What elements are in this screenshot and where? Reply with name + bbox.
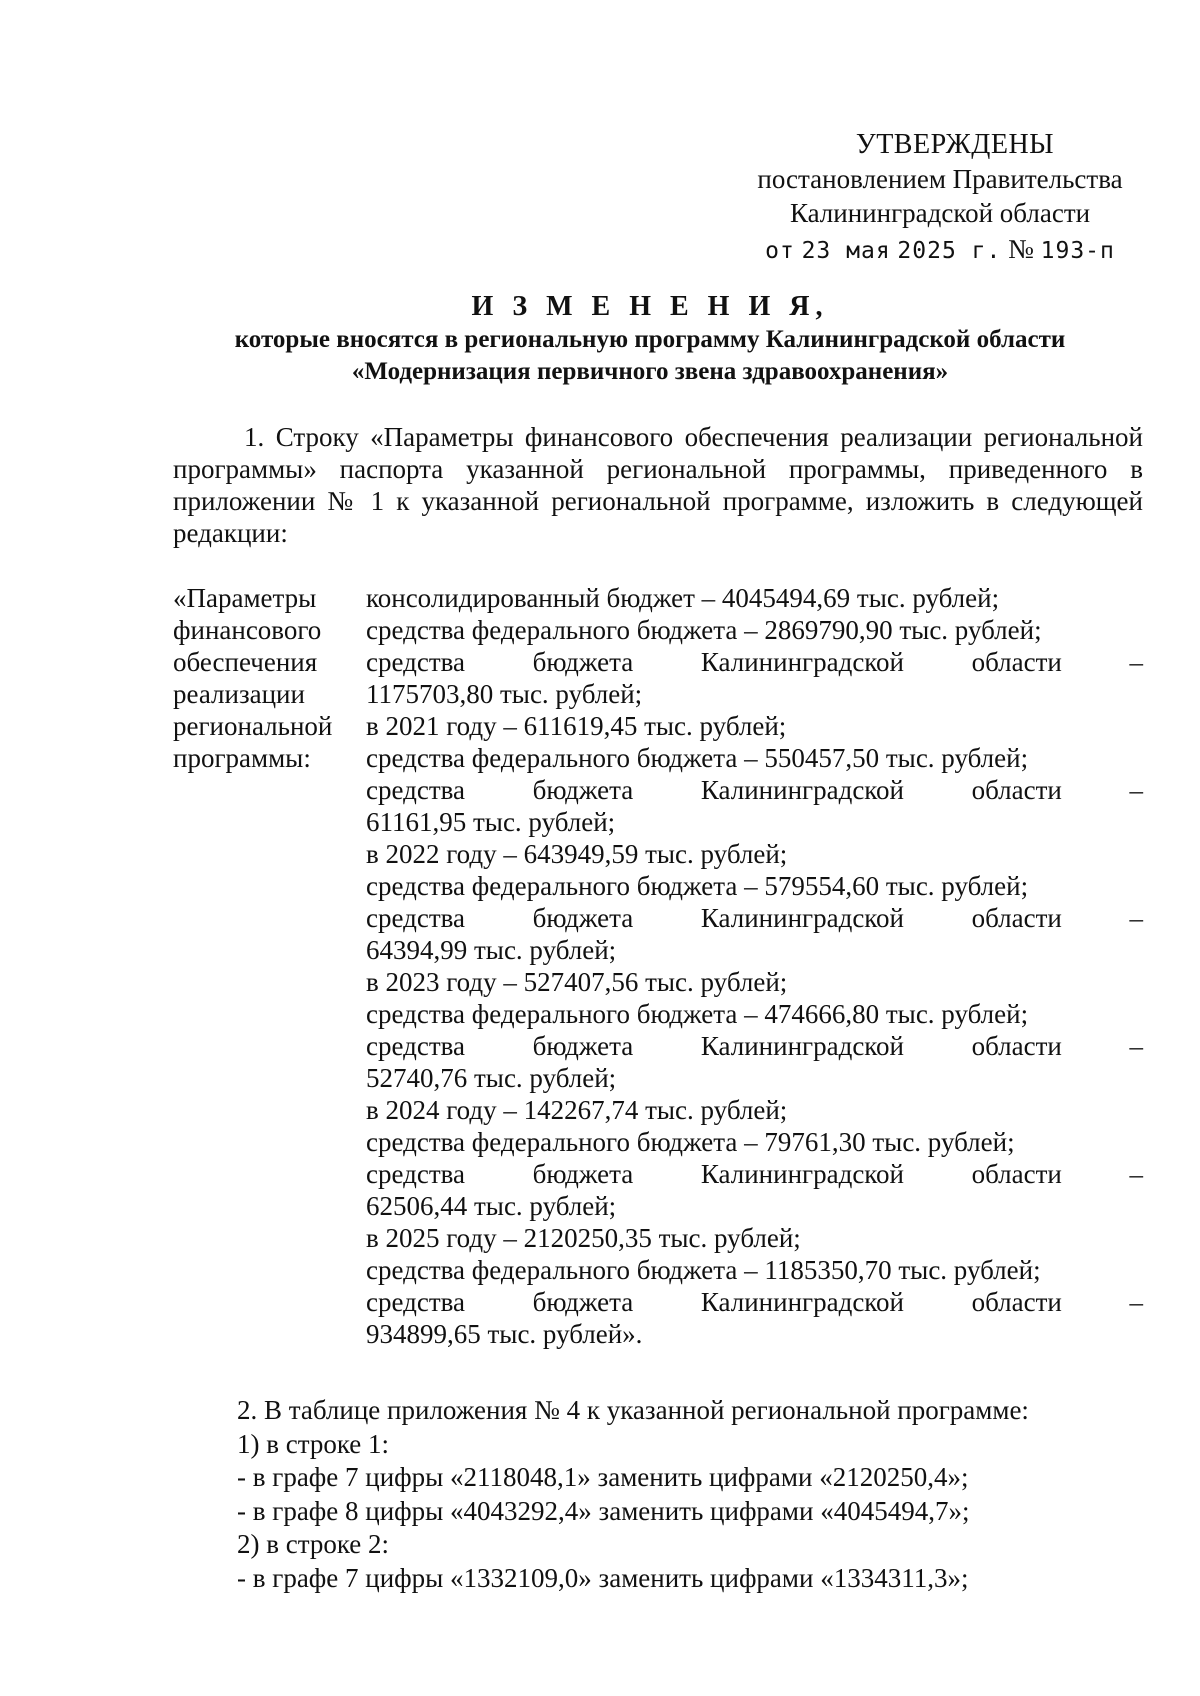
label-line: программы: (173, 743, 311, 773)
year-total: в 2021 году – 611619,45 тыс. рублей; (366, 711, 787, 741)
label-line: региональной (173, 711, 333, 741)
date-value: 23 мая (801, 238, 891, 264)
year-total: в 2023 году – 527407,56 тыс. рублей; (366, 967, 788, 997)
word: средства (366, 1287, 466, 1317)
year-regional-header (366, 1030, 1143, 1062)
word: области (971, 647, 1062, 677)
label-line: реализации (173, 679, 305, 709)
dash: – (1129, 1287, 1143, 1317)
year-regional: 62506,44 тыс. рублей; (366, 1191, 617, 1221)
word: бюджета (532, 647, 634, 677)
word: области (971, 1159, 1062, 1189)
year-regional: 52740,76 тыс. рублей; (366, 1063, 617, 1093)
approval-title: УТВЕРЖДЕНЫ (855, 129, 1055, 160)
word: бюджета (532, 1287, 634, 1317)
word: Калининградской (700, 903, 904, 933)
consolidated-budget: консолидированный бюджет – 4045494,69 тыс. рублей; (366, 583, 1000, 613)
year-total: в 2025 году – 2120250,35 тыс. рублей; (366, 1223, 801, 1253)
year-federal: средства федерального бюджета – 550457,50 тыс. рублей; (366, 743, 1029, 773)
year-federal: средства федерального бюджета – 579554,60 тыс. рублей; (366, 871, 1029, 901)
label-line: «Параметры (173, 583, 317, 613)
section-2-item: 2) в строке 2: (237, 1529, 390, 1559)
year-regional-header (366, 902, 1143, 934)
word: средства (366, 903, 466, 933)
year-regional-header (366, 774, 1143, 806)
word: бюджета (532, 903, 634, 933)
word: Калининградской (700, 1159, 904, 1189)
year-regional: 61161,95 тыс. рублей; (366, 807, 616, 837)
dash: – (1129, 1159, 1143, 1189)
paragraph-1: 1. Строку «Параметры финансового обеспечения реализации региональной программы» паспорта указанной региональной программы, приведенного в приложении № 1 к указанной региональной программе, изложить в следующей редакции: (173, 422, 1143, 548)
word: области (971, 1031, 1062, 1061)
date-prefix: от (765, 238, 795, 264)
word: средства (366, 1159, 466, 1189)
approval-line-1: постановлением Правительства (757, 164, 1123, 194)
section-2-item: - в графе 7 цифры «2118048,1» заменить цифрами «2120250,4»; (237, 1462, 969, 1492)
section-2 (237, 1394, 1137, 1595)
label-line: финансового (173, 615, 322, 645)
dash: – (1129, 775, 1143, 805)
word: Калининградской (700, 1031, 904, 1061)
year-regional-header (366, 1286, 1143, 1318)
approval-line-2: Калининградской области (789, 198, 1091, 228)
regional-budget-total: 1175703,80 тыс. рублей; (366, 679, 643, 709)
word: средства (366, 647, 466, 677)
year-total: в 2022 году – 643949,59 тыс. рублей; (366, 839, 788, 869)
year-federal: средства федерального бюджета – 79761,30 тыс. рублей; (366, 1127, 1015, 1157)
approval-date-line (740, 232, 1140, 268)
dash: – (1129, 647, 1143, 677)
heading-line-1: которые вносятся в региональную программу Калининградской области (234, 326, 1066, 353)
approval-block (740, 128, 1140, 268)
regional-budget-header (366, 646, 1143, 678)
word: Калининградской (700, 647, 904, 677)
year-regional: 934899,65 тыс. рублей». (366, 1319, 643, 1349)
section-2-item: - в графе 7 цифры «1332109,0» заменить цифрами «1334311,3»; (237, 1562, 969, 1593)
heading-line-2: «Модернизация первичного звена здравоохранения» (351, 358, 949, 385)
word: Калининградской (700, 1287, 904, 1317)
label-line: обеспечения (173, 647, 318, 677)
word: бюджета (532, 1031, 634, 1061)
word: области (971, 903, 1062, 933)
document-heading (160, 290, 1140, 388)
section-2-item: - в графе 8 цифры «4043292,4» заменить цифрами «4045494,7»; (237, 1495, 970, 1526)
word: области (971, 775, 1062, 805)
word: Калининградской (700, 775, 904, 805)
year-regional-header (366, 1158, 1143, 1190)
parameters-label (173, 582, 366, 1350)
number-value: 193-п (1040, 238, 1115, 264)
dash: – (1129, 1031, 1143, 1061)
year-regional: 64394,99 тыс. рублей; (366, 935, 617, 965)
financing-parameters (173, 582, 1143, 1350)
year-federal: средства федерального бюджета – 1185350,70 тыс. рублей; (366, 1255, 1041, 1285)
word: бюджета (532, 1159, 634, 1189)
section-2-intro: 2. В таблице приложения № 4 к указанной региональной программе: (237, 1395, 1029, 1425)
year-federal: средства федерального бюджета – 474666,80 тыс. рублей; (366, 999, 1029, 1029)
word: области (971, 1287, 1062, 1317)
year-total: в 2024 году – 142267,74 тыс. рублей; (366, 1095, 788, 1125)
dash: – (1129, 903, 1143, 933)
word: бюджета (532, 775, 634, 805)
parameters-values (366, 582, 1143, 1350)
number-prefix: № (1008, 234, 1034, 264)
date-year: 2025 г. (897, 238, 1002, 264)
heading-title: И З М Е Н Е Н И Я, (471, 291, 829, 322)
section-2-item: 1) в строке 1: (237, 1428, 390, 1459)
word: средства (366, 1031, 466, 1061)
word: средства (366, 775, 466, 805)
federal-budget-total: средства федерального бюджета – 2869790,90 тыс. рублей; (366, 615, 1042, 645)
